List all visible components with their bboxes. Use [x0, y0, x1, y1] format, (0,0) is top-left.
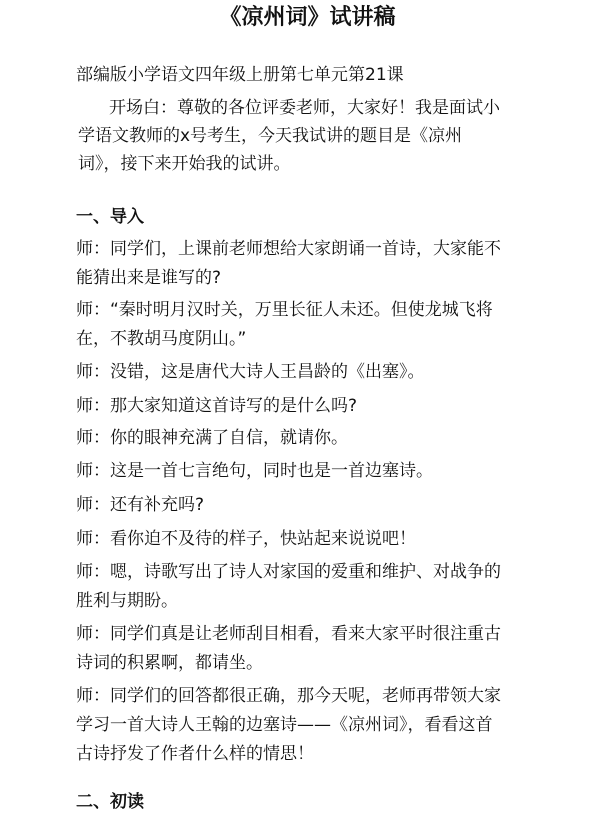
opening-line: 学语文教师的x号考生，今天我试讲的题目是《凉州 — [78, 126, 463, 146]
dialogue-line: 师：“秦时明月汉时关，万里长征人未还。但使龙城飞将 — [76, 300, 493, 320]
dialogue-line: 师：同学们真是让老师刮目相看，看来大家平时很注重古 — [76, 624, 501, 644]
dialogue-item — [76, 491, 204, 520]
dialogue-item — [76, 558, 501, 616]
dialogue-line: 师：没错，这是唐代大诗人王昌龄的《出塞》。 — [76, 362, 425, 382]
dialogue-line: 师：嗯，诗歌写出了诗人对家国的爱重和维护、对战争的 — [76, 562, 501, 582]
dialogue-item — [76, 620, 501, 678]
dialogue-line: 师：那大家知道这首诗写的是什么吗? — [76, 396, 358, 416]
dialogue-line: 师：你的眼神充满了自信，就请你。 — [76, 428, 348, 448]
section-heading-intro: 一、导入 — [76, 207, 144, 227]
dialogue-item — [76, 457, 433, 486]
dialogue-line: 古诗抒发了作者什么样的情思！ — [76, 744, 314, 764]
opening-line: 开场白：尊敬的各位评委老师，大家好！我是面试小 — [92, 98, 500, 118]
dialogue-line: 师：同学们，上课前老师想给大家朗诵一首诗，大家能不 — [76, 239, 501, 259]
dialogue-line: 在，不教胡马度阴山。” — [76, 329, 247, 349]
opening-paragraph — [78, 94, 500, 178]
dialogue-line: 师：看你迫不及待的样子，快站起来说说吧！ — [76, 529, 416, 549]
opening-line: 词》，接下来开始我的试讲。 — [78, 154, 291, 174]
document-title: 《凉州词》试讲稿 — [219, 5, 396, 30]
dialogue-line: 师：这是一首七言绝句，同时也是一首边塞诗。 — [76, 461, 433, 481]
dialogue-line: 师：还有补充吗? — [76, 495, 205, 515]
dialogue-line: 胜利与期盼。 — [76, 591, 178, 611]
dialogue-item — [76, 358, 425, 387]
dialogue-line: 师：同学们的回答都很正确，那今天呢，老师再带领大家 — [76, 686, 501, 706]
dialogue-item — [76, 296, 493, 354]
dialogue-line: 诗词的积累啊，都请坐。 — [76, 653, 263, 673]
section-heading-first-reading: 二、初读 — [76, 792, 144, 812]
dialogue-line: 学习一首大诗人王翰的边塞诗——《凉州词》，看看这首 — [76, 715, 493, 735]
dialogue-item — [76, 392, 357, 421]
dialogue-item — [76, 682, 501, 769]
dialogue-item — [76, 235, 501, 293]
dialogue-item — [76, 424, 348, 453]
document-subtitle: 部编版小学语文四年级上册第七单元第21课 — [76, 65, 404, 85]
dialogue-item — [76, 525, 416, 554]
dialogue-line: 能猜出来是谁写的? — [76, 268, 222, 288]
